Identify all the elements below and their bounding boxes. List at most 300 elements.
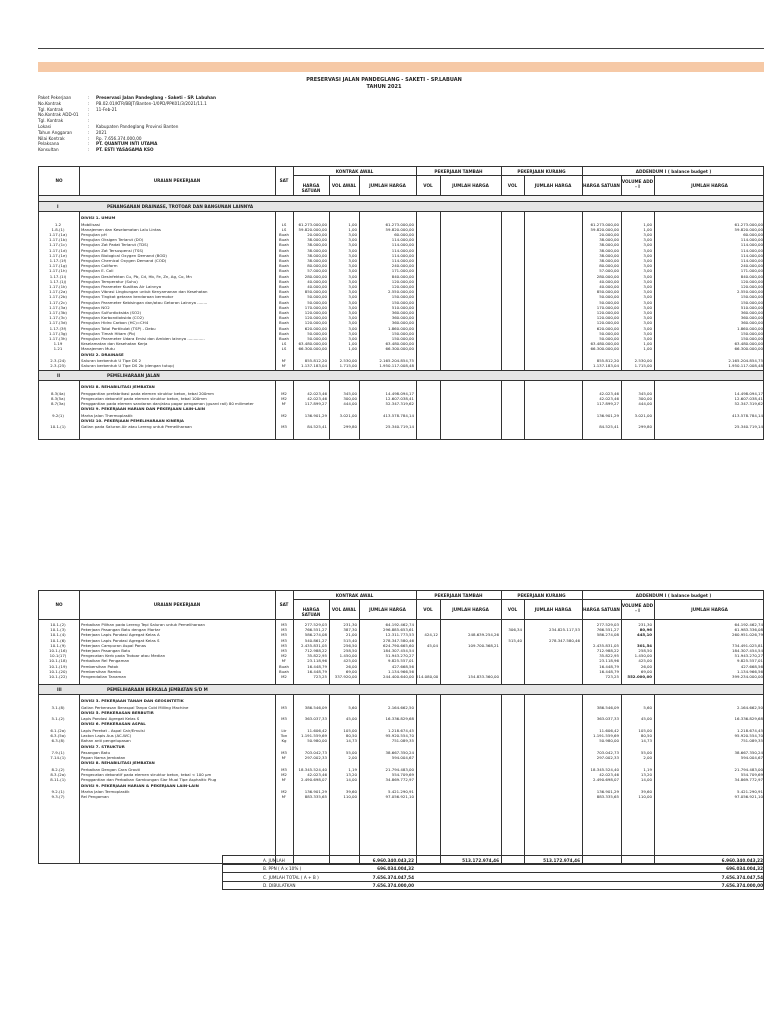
cell-jumlah-harga: 1.860.000,00 (388, 325, 414, 331)
cell-sat: M3 (281, 627, 287, 633)
cell-jumlah-harga: 59.820.000,00 (385, 226, 414, 232)
cell-harga-satuan-add: 18.345.524,40 (590, 766, 619, 772)
total-kurang: 513.172.974,46 (543, 857, 580, 863)
header-tambah: PEKERJAAN TAMBAH (434, 169, 483, 174)
cell-uraian: Pengujian Parameter Kebisingan dan/atau Getaran Lainnya ........ (81, 299, 208, 305)
cell-sat: Buah (279, 283, 289, 289)
cell-jumlah-add: 64.192.462,74 (734, 622, 763, 627)
info-key: Tgl. Kontrak (38, 118, 64, 124)
cell-harga-satuan: 42.023,46 (307, 395, 327, 401)
cell-jumlah-harga: 751.089,35 (391, 738, 414, 744)
info-colon: : (88, 123, 90, 129)
info-key: Lokasi (38, 123, 52, 129)
cell-uraian: Pengujian Timah Hitam (Pb) (81, 330, 136, 336)
cell-harga-satuan-add: 1.191.559,69 (593, 733, 619, 739)
cell-jumlah-add: 413.578.784,14 (732, 412, 763, 418)
header-no: NO (55, 178, 63, 183)
cell-sat: M3 (281, 637, 287, 643)
cell-harga-satuan-add: 57.000,00 (599, 268, 619, 274)
cell-volume-add: 3,00 (643, 299, 652, 305)
division-heading (39, 721, 763, 726)
cell-jumlah-add: 1.134.966,56 (737, 668, 763, 674)
header-divider (293, 175, 763, 176)
cell-harga-satuan: 1.191.559,69 (301, 733, 327, 739)
cell-harga-satuan: 42.023,46 (307, 772, 327, 778)
cell-vol-awal: 299,80 (343, 424, 357, 430)
cell-no: 10.1.(9) (50, 642, 66, 648)
cell-harga-satuan: 42.023,46 (307, 390, 327, 396)
cell-jumlah-harga: 1.950.117.008,48 (379, 363, 414, 369)
cell-sat: LS (281, 221, 287, 227)
cell-volume-add: 2.530,00 (634, 358, 652, 363)
cell-vol-awal: 3,00 (348, 330, 357, 336)
cell-jumlah-add: 150.000,00 (740, 335, 763, 341)
header-jumlah-add: JUMLAH HARGA (691, 183, 728, 188)
cell-sat: M3 (281, 648, 287, 653)
cell-jumlah-add: 9.825.557,01 (737, 658, 763, 664)
cell-harga-satuan: 586.274,08 (304, 632, 327, 638)
division-heading (39, 783, 763, 788)
cell-no: 1.17.(1f) (49, 257, 67, 263)
cell-sat: M3 (281, 424, 287, 430)
cell-volume-add: 3,00 (643, 315, 652, 321)
cell-harga-satuan-add: 42.023,46 (599, 772, 619, 778)
cell-harga-satuan: 23.118,96 (307, 658, 327, 664)
cell-jumlah-add: 114.000,00 (740, 252, 763, 258)
cell-jumlah-tambah: 248.639.254,26 (468, 632, 499, 638)
cell-jumlah-harga: 244.400.640,00 (383, 674, 414, 679)
cell-harga-satuan-add: 50.000,00 (599, 294, 619, 300)
cell-sat: Buah (279, 335, 289, 341)
cell-no: 2.3.(24) (50, 358, 66, 363)
table-body (38, 620, 764, 685)
header-uraian: URAIAN PEKERJAAN (153, 602, 201, 607)
cell-volume-add: 69,00 (640, 668, 652, 674)
cell-jumlah-harga: 360.000,00 (391, 309, 414, 315)
cell-jumlah-add: 5.421.290,91 (737, 789, 763, 794)
cell-uraian: Saluran berbentuk U Tipe DS 2 (81, 358, 142, 363)
cell-harga-satuan-add: 50.980,00 (599, 738, 619, 744)
cell-volume-add: 3,00 (643, 304, 652, 310)
cell-sat: Buah (279, 242, 289, 248)
cell-jumlah-harga: 360.000,00 (391, 315, 414, 321)
cell-harga-satuan-add: 277.529,03 (596, 622, 619, 627)
cell-harga-satuan-add: 35.822,95 (599, 653, 619, 659)
cell-vol-awal: 14,73 (345, 738, 357, 744)
cell-no: 10.1.(19) (49, 663, 67, 669)
cell-volume-add: 105,00 (638, 727, 652, 733)
division-heading (39, 384, 763, 389)
cell-uraian: Bahan anti pengelupasan (81, 738, 131, 744)
total-label: C. JUMLAH TOTAL ( A + B ) (263, 874, 319, 880)
cell-vol-awal: 1,00 (348, 346, 357, 352)
cell-jumlah-add: 240.000,00 (740, 263, 763, 269)
cell-volume-add: 80,96 (639, 627, 652, 633)
header-jumlah-tambah: JUMLAH HARGA (452, 607, 489, 612)
section-header (38, 685, 764, 695)
cell-jumlah-add: 260.951.026,79 (732, 632, 763, 638)
cell-no: 1.17.(1h) (49, 268, 67, 274)
cell-sat: Buah (279, 668, 289, 674)
info-value: Rp. 7.656.374.000,00 (96, 135, 142, 141)
cell-harga-satuan-add: 84.525,41 (599, 424, 619, 430)
cell-no: 9.3.(7) (51, 794, 65, 800)
cell-harga-satuan: 84.525,41 (307, 424, 327, 430)
header-kontrak-awal: KONTRAK AWAL (335, 593, 374, 598)
cell-vol-awal: 55,00 (345, 750, 357, 755)
info-key: No.Kontrak ADD-01 (38, 112, 79, 118)
cell-no: 8.11.(1) (50, 777, 66, 783)
cell-no: 8.2.(2) (51, 766, 65, 772)
cell-harga-satuan-add: 40.000,00 (599, 283, 619, 289)
cell-jumlah-add: 399.234.000,00 (732, 674, 763, 679)
cell-vol-awal: 1.450,00 (339, 653, 357, 659)
cell-uraian: Pengujian Zat Tersuspensi (TSS) (81, 247, 144, 253)
cell-uraian: DIVISI 3. PEKERJAAN TANAH DAN GEOSINTETIK (81, 698, 184, 703)
cell-jumlah-harga: 9.825.557,01 (388, 658, 414, 664)
cell-jumlah-harga: 64.192.462,74 (385, 622, 414, 627)
cell-jumlah-harga: 63.480.000,00 (385, 341, 414, 347)
cell-volume-add: 3,00 (643, 330, 652, 336)
cell-no: 1.17.(2b) (49, 294, 67, 300)
cell-harga-satuan-add: 42.023,46 (599, 395, 619, 401)
cell-uraian: Pengujian Karbondioksida (CO2) (81, 315, 144, 321)
cell-harga-satuan: 40.000,00 (307, 278, 327, 284)
cell-sat: M' (281, 363, 287, 369)
cell-sat: M2 (281, 412, 287, 418)
cell-jumlah-add: 1.860.000,00 (737, 325, 763, 331)
cell-jumlah-tambah: 154.833.360,00 (468, 674, 499, 679)
header-band (38, 62, 764, 72)
cell-harga-satuan: 117.899,27 (304, 400, 327, 406)
cell-no: 8.3(5a) (50, 395, 66, 401)
cell-volume-add: 552.000,00 (627, 674, 652, 679)
cell-jumlah-harga: 360.000,00 (391, 320, 414, 326)
cell-sat: M3 (281, 642, 287, 648)
cell-vol-awal: 387,30 (343, 627, 357, 633)
cell-uraian: Saluran berbentuk U Tipe DS 2b (dengan tutup) (81, 363, 175, 369)
section-number: II (57, 373, 61, 378)
cell-sat: M' (281, 777, 287, 783)
cell-harga-satuan-add: 50.000,00 (599, 330, 619, 336)
cell-no: 9.2(1) (52, 412, 64, 418)
table-row (39, 674, 763, 679)
cell-no: 10.1.(20) (49, 668, 67, 674)
cell-harga-satuan: 120.000,00 (304, 309, 327, 315)
cell-jumlah-harga: 97.056.921,10 (385, 794, 414, 800)
cell-harga-satuan: 11.606,42 (307, 727, 327, 733)
table-row (39, 794, 763, 799)
division-heading (39, 215, 763, 220)
cell-harga-satuan-add: 11.606,42 (599, 727, 619, 733)
cell-harga-satuan-add: 1.137.183,04 (593, 363, 619, 369)
header-divider (293, 599, 763, 600)
cell-harga-satuan: 16.448,79 (307, 668, 327, 674)
cell-jumlah-add: 150.000,00 (740, 330, 763, 336)
header-kontrak-awal: KONTRAK AWAL (335, 169, 374, 174)
info-key: Paket Pekerjaan (38, 95, 72, 100)
cell-jumlah-add: 171.000,00 (740, 268, 763, 274)
cell-jumlah-add: 184.307.454,54 (732, 648, 763, 653)
cell-vol-awal: 2.530,00 (339, 358, 357, 363)
cell-no: 7.14.(1) (50, 755, 66, 761)
cell-harga-satuan-add: 16.448,79 (599, 663, 619, 669)
table-header (38, 590, 764, 620)
cell-uraian: Pengujian Total Partikulat (TSP) - Debu (81, 325, 156, 331)
cell-jumlah-add: 14.498.094,17 (734, 390, 763, 396)
cell-no: 1.17.(1a) (49, 231, 67, 237)
cell-jumlah-harga: 2.550.000,00 (388, 289, 414, 295)
cell-uraian: Pekerjaan Campuran Aspal Panas (81, 642, 147, 648)
cell-volume-add: 3,00 (643, 252, 652, 258)
cell-uraian: Penggantian dan Perbaikan Sambungan Siar Muai Tipe Asphaltic Plug (81, 777, 217, 783)
cell-uraian: Pengujian Vibrasi Lingkungan untuk Kenyamanan dan Kesehatan (81, 289, 208, 295)
cell-uraian: Perbaikan Pilihan pada Lereng Tepi Saluran untuk Pemeliharaan (81, 622, 206, 627)
cell-harga-satuan-add: 120.000,00 (596, 320, 619, 326)
cell-uraian: Pekerjaan Pasangan Batu (81, 648, 131, 653)
cell-jumlah-harga: 150.000,00 (391, 330, 414, 336)
cell-jumlah-add: 751.089,35 (740, 738, 763, 744)
cell-harga-satuan-add: 38.000,00 (599, 247, 619, 253)
cell-vol-awal: 3,00 (348, 320, 357, 326)
cell-sat: M' (281, 794, 287, 800)
cell-harga-satuan: 136.901,29 (304, 412, 327, 418)
cell-jumlah-add: 120.000,00 (740, 283, 763, 289)
total-jumlah: 696.034.004,32 (377, 866, 414, 871)
cell-jumlah-add: 114.000,00 (740, 237, 763, 243)
cell-jumlah-harga: 150.000,00 (391, 335, 414, 341)
cell-volume-add: 26,00 (640, 663, 652, 669)
cell-volume-add: 1,19 (643, 766, 652, 772)
project-info (38, 95, 216, 153)
cell-sat: M' (281, 358, 287, 363)
cell-jumlah-add: 734.491.025,81 (732, 642, 763, 648)
cell-jumlah-harga: 184.307.454,54 (383, 648, 414, 653)
cell-sat: M2 (281, 789, 287, 794)
cell-harga-satuan: 855.812,20 (304, 358, 327, 363)
cell-harga-satuan: 40.000,00 (307, 283, 327, 289)
cell-volume-add: 2,00 (643, 755, 652, 761)
cell-vol-awal: 3.021,00 (339, 412, 357, 418)
cell-jumlah-add: 63.480.000,00 (734, 341, 763, 347)
cell-no: 10.1.(22) (49, 674, 67, 679)
cell-vol-awal: 26,00 (345, 663, 357, 669)
cell-jumlah-harga: 594.004,67 (391, 755, 414, 761)
cell-vol-awal: 3,00 (348, 304, 357, 310)
cell-jumlah-add: 38.667.350,24 (734, 750, 763, 755)
cell-harga-satuan-add: 850.000,00 (596, 289, 619, 295)
cell-vol-awal: 3,00 (348, 268, 357, 274)
cell-volume-add: 3,00 (643, 257, 652, 263)
cell-uraian: Perbaikan Rel Pengaman (81, 658, 130, 664)
cell-uraian: DIVISI 2. DRAINASE (81, 351, 124, 357)
cell-volume-add: 3,00 (643, 237, 652, 243)
cell-no: 1.17.(2a) (49, 289, 67, 295)
cell-uraian: Pengujian Coliform (81, 263, 118, 269)
cell-jumlah-harga: 2.165.204.854,75 (379, 358, 414, 363)
cell-jumlah-harga: 510.000,00 (391, 304, 414, 310)
header-harga-satuan-add: HARGA SATUAN (583, 183, 620, 188)
cell-sat: M3 (281, 750, 287, 755)
cell-vol-awal: 3,00 (348, 278, 357, 284)
cell-vol-awal: 3,00 (348, 247, 357, 253)
cell-no: 6.3.(5a) (50, 733, 66, 739)
cell-vol-awal: 3,00 (348, 257, 357, 263)
cell-volume-add: 301,54 (636, 642, 652, 648)
cell-vol-tambah: 214.080,00 (416, 674, 438, 679)
cell-vol-awal: 258,50 (343, 648, 357, 653)
info-row (38, 147, 216, 153)
total-add: 6.960.340.043,22 (721, 857, 763, 863)
cell-harga-satuan-add: 855.812,20 (596, 358, 619, 363)
table-row (39, 363, 763, 368)
cell-harga-satuan: 63.480.000,00 (298, 341, 327, 347)
cell-jumlah-harga: 120.000,00 (391, 283, 414, 289)
header-volume-add: VOLUME ADD - I (621, 179, 654, 190)
cell-harga-satuan-add: 766.551,27 (596, 627, 619, 633)
cell-sat: Buah (279, 231, 289, 237)
cell-volume-add: 80,50 (640, 733, 652, 739)
cell-no: 1.17.(1g) (49, 263, 67, 269)
cell-jumlah-harga: 624.790.665,60 (383, 642, 414, 648)
cell-harga-satuan: 712.988,22 (304, 648, 327, 653)
cell-sat: Buah (279, 294, 289, 300)
cell-volume-add: 345,00 (638, 390, 652, 396)
cell-uraian: DIVISI 10. PEKERJAAN PEMELIHARAAN KINERJA (81, 417, 184, 423)
cell-volume-add: 299,80 (638, 424, 652, 430)
cell-sat: Buah (279, 299, 289, 305)
cell-jumlah-add: 2.164.662,50 (737, 704, 763, 710)
cell-vol-awal: 3,00 (348, 252, 357, 258)
cell-harga-satuan: 16.448,79 (307, 663, 327, 669)
cell-harga-satuan-add: 42.023,46 (599, 390, 619, 396)
cell-jumlah-harga: 95.920.554,70 (385, 733, 414, 739)
cell-harga-satuan-add: 20.000,00 (599, 231, 619, 237)
info-value: PT. QUANTUM INTI UTAMA (96, 141, 158, 147)
cell-sat: M3 (281, 766, 287, 772)
cell-uraian: DIVISI 5. PERKERASAN BERBUTIR (81, 709, 154, 715)
cell-vol-awal: 14,00 (345, 777, 357, 783)
rab-table-1 (38, 166, 764, 440)
cell-harga-satuan-add: 120.000,00 (596, 309, 619, 315)
cell-no: 1.2 (54, 221, 62, 227)
cell-volume-add: 1,00 (643, 346, 652, 352)
cell-uraian: Pengecatan dekoratif pada elemen struktur beton, tebal 100mm (81, 395, 207, 401)
cell-jumlah-add: 60.000,00 (743, 231, 763, 237)
info-value: PT. ESTI YASAGAMA KSO (96, 147, 154, 153)
cell-no: 1.17.(1b) (49, 237, 67, 243)
cell-volume-add: 1.715,00 (634, 363, 652, 369)
cell-volume-add: 110,00 (638, 794, 652, 800)
cell-harga-satuan-add: 280.000,00 (596, 273, 619, 279)
header-vol-tambah: VOL (423, 607, 433, 612)
cell-no: 1.17.(1i) (49, 273, 67, 279)
cell-uraian: Pengujian Parameter Kualitas Air Lainnya (81, 283, 162, 289)
cell-volume-add: 45,00 (640, 716, 652, 722)
total-label: B. PPN ( A x 10% ) (263, 866, 302, 871)
division-heading (39, 406, 763, 411)
info-colon: : (88, 118, 90, 124)
division-heading (39, 760, 763, 765)
cell-jumlah-harga: 14.498.094,17 (385, 390, 414, 396)
info-colon: : (88, 100, 90, 106)
cell-vol-awal: 80,50 (345, 733, 357, 739)
cell-harga-satuan: 59.820.000,00 (298, 226, 327, 232)
cell-sat: Kg (281, 738, 287, 744)
cell-uraian: Pengecatan Kerb pada Trotoar atau Median (81, 653, 166, 659)
cell-harga-satuan: 18.345.524,40 (298, 766, 327, 772)
total-add: 7.656.374.000,00 (721, 883, 763, 888)
cell-jumlah-harga: 171.000,00 (391, 268, 414, 274)
cell-volume-add: 1,00 (643, 221, 652, 227)
cell-uraian: Pengujian E. Coli (81, 268, 114, 274)
document-year: TAHUN 2021 (366, 84, 402, 90)
cell-sat: Buah (279, 663, 289, 669)
cell-harga-satuan: 386.546,09 (304, 704, 327, 710)
cell-no: 1.19 (53, 341, 63, 347)
cell-sat: M2 (281, 390, 287, 396)
cell-jumlah-add: 427.668,56 (740, 663, 763, 669)
info-key: Nilai Kontrak (38, 135, 65, 141)
cell-harga-satuan-add: 117.899,27 (596, 400, 619, 406)
total-tambah: 513.172.974,46 (462, 857, 499, 863)
cell-vol-awal: 425,00 (343, 658, 357, 664)
cell-no: 10.1.(1) (50, 424, 66, 430)
cell-sat: M2 (281, 395, 287, 401)
cell-jumlah-add: 21.794.483,00 (734, 766, 763, 772)
cell-harga-satuan-add: 66.300.000,00 (590, 346, 619, 352)
header-jumlah-harga: JUMLAH HARGA (369, 183, 406, 188)
cell-volume-add: 3,00 (643, 320, 652, 326)
info-value: 2021 (96, 129, 107, 135)
cell-jumlah-harga: 240.000,00 (391, 263, 414, 269)
cell-harga-satuan: 66.300.000,00 (298, 346, 327, 352)
header-jumlah-kurang: JUMLAH HARGA (534, 183, 572, 188)
cell-vol-awal: 1,00 (348, 226, 357, 232)
cell-vol-awal: 5,60 (348, 704, 357, 710)
cell-jumlah-harga: 12.311.773,53 (385, 632, 414, 638)
division-heading (39, 710, 763, 715)
cell-no: 1.21 (53, 346, 63, 352)
cell-jumlah-add: 114.000,00 (740, 247, 763, 253)
info-value: Preservasi Jalan Pandeglang - Saketi - SP. Labuhan (96, 95, 216, 100)
cell-harga-satuan: 703.042,73 (304, 750, 327, 755)
total-jumlah: 7.656.374.000,00 (372, 883, 414, 888)
cell-harga-satuan-add: 120.000,00 (596, 315, 619, 321)
cell-uraian: Pengujian NO2 (81, 304, 110, 310)
cell-sat: M' (281, 658, 287, 664)
cell-no: 3.1.(8) (51, 704, 65, 710)
cell-jumlah-add: 2.550.000,00 (737, 289, 763, 295)
cell-jumlah-add: 120.000,00 (740, 278, 763, 284)
cell-jumlah-harga: 114.000,00 (391, 237, 414, 243)
cell-volume-add: 3,00 (643, 325, 652, 331)
cell-harga-satuan-add: 620.000,00 (596, 325, 619, 331)
rab-table-2 (38, 590, 764, 864)
cell-harga-satuan: 363.037,33 (304, 716, 327, 722)
info-key: Tahun Anggaran (38, 129, 73, 135)
cell-no: 9.2.(1) (51, 789, 65, 794)
cell-harga-satuan: 38.000,00 (307, 252, 327, 258)
cell-no: 1.17.(1k) (49, 283, 67, 289)
cell-harga-satuan: 850.000,00 (304, 289, 327, 295)
division-heading (39, 418, 763, 423)
cell-volume-add: 3,00 (643, 263, 652, 269)
cell-harga-satuan: 61.273.000,00 (298, 221, 327, 227)
cell-jumlah-add: 114.000,00 (740, 257, 763, 263)
header-jumlah-kurang: JUMLAH HARGA (534, 607, 572, 612)
cell-uraian: Pengujian Tingkat getaran kendaraan bermotor (81, 294, 174, 300)
